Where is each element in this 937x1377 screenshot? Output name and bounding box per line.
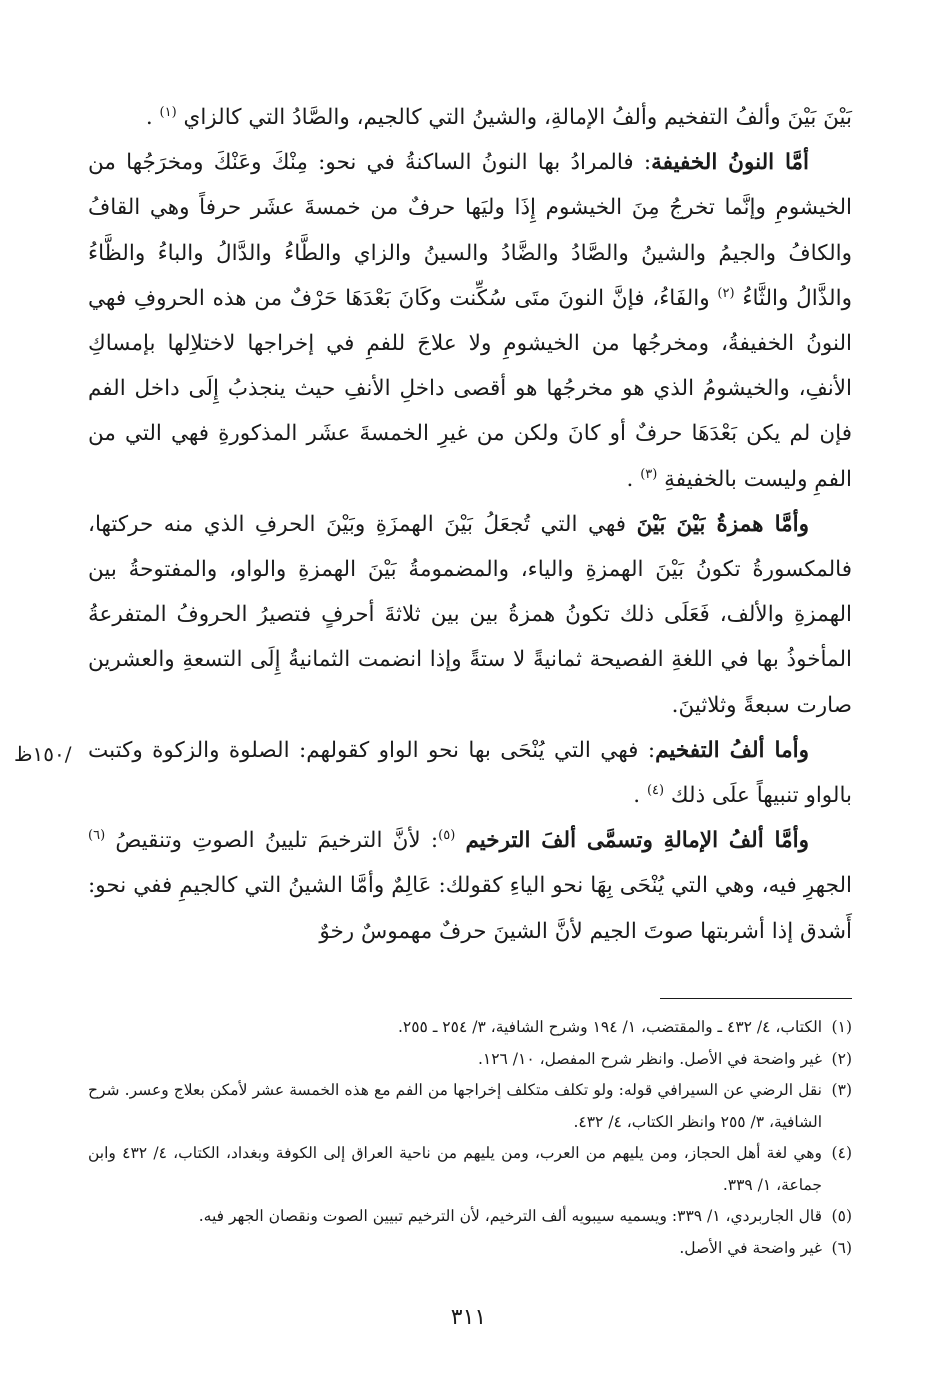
footnote-text: وهي لغة أهل الحجاز، ومن يليهم من العرب، ومن يليهم من ناحية العراق إلى الكوفة وبغداد، الكتاب، ٤/ ٤٣٢ وابن جماعة، ١/ ٣٣٩. <box>88 1144 822 1194</box>
margin-folio-note: /١٥٠ظ <box>14 742 72 766</box>
paragraph-5 <box>88 818 852 954</box>
footnote-divider <box>660 998 852 999</box>
footnote-ref-1: (١) <box>159 104 177 120</box>
footnote-number: (٦) <box>831 1238 852 1257</box>
paragraph-4 <box>88 728 852 818</box>
paragraph-2-heading: أمَّا النونُ الخفيفة <box>651 150 809 176</box>
footnote-text: غير واضحة في الأصل. وانظر شرح المفصل، ١٠/ ١٢٦. <box>477 1049 822 1068</box>
footnote-3 <box>88 1075 852 1138</box>
paragraph-4-text: : فهي التي يُنْحَى بها نحو الواو كقولهم: الصلوة والزكوة وكتبت بالواو تنبيهاً علَى ذلك <box>88 737 852 809</box>
footnote-text: الكتاب، ٤/ ٤٣٢ ـ والمقتضب، ١/ ١٩٤ وشرح الشافية، ٣/ ٢٥٤ ـ ٢٥٥. <box>397 1018 822 1036</box>
paragraph-5-text-a: : لأنَّ الترخيمَ تليينُ الصوتِ وتنقيصُ <box>115 828 439 854</box>
footnote-1 <box>88 1012 852 1044</box>
paragraph-4-heading: وأما ألفُ التفخيم <box>655 737 809 763</box>
paragraph-2 <box>88 140 852 502</box>
paragraph-4-end: . <box>633 783 641 809</box>
footnote-ref-4: (٤) <box>646 782 665 798</box>
footnotes <box>88 1012 852 1264</box>
footnote-number: (٥) <box>831 1207 852 1225</box>
footnote-ref-6: (٦) <box>88 828 106 844</box>
footnote-number: (٣) <box>831 1081 852 1099</box>
page-number: ٣١١ <box>450 1305 487 1330</box>
paragraph-2-end: . <box>626 466 634 492</box>
footnote-ref-2: (٢) <box>717 285 735 301</box>
footnote-ref-5: (٥) <box>438 828 456 844</box>
paragraph-1-end: . <box>145 105 153 130</box>
footnote-5 <box>88 1201 852 1233</box>
paragraph-1 <box>88 95 852 140</box>
paragraph-3-heading: وأمَّا همزةُ بَيْنَ بَيْنَ <box>636 511 809 537</box>
paragraph-5-text-b: الجهرِ فيه، وهي التي يُنْحَى بِهَا نحو الياءِ كقولك: عَالِمٌ وأمَّا الشينُ التي كالجيمِ ففي نحو: أَشدق إذا أشربتها صوتَ الجيم لأنَّ الشينَ حرفٌ مهموسٌ رخوٌ <box>88 873 852 944</box>
paragraph-3-text: فهي التي تُجعَلُ بَيْنَ الهمزَةِ وبَيْنَ الحرفِ الذي منه حركتها، فالمكسورةُ تكونُ بَيْنَ الهمزةِ والياء، والمضمومةُ بَيْنَ الهمزةِ والواو، والمفتوحةُ بين الهمزةِ والألف، فَعَلَى ذلك تكونُ همزةُ بين بين ثلاثةَ أحرفٍ فتصيرُ الحروفُ المتفرعةُ المأخوذُ بها في اللغةِ الفصيحة ثمانيةً لا ستةً وإذا انضمت الثمانيةُ إِلَى التسعةِ والعشرين صارت سبعةً وثلاثينَ. <box>88 511 852 718</box>
footnote-text: نقل الرضي عن السيرافي قوله: ولو تكلف متكلف إخراجها من الفم مع هذه الخمسة عشر لأمكن بعلاج وعسر. شرح الشافية، ٣/ ٢٥٥ وانظر الكتاب، ٤/ ٤٣٢. <box>88 1081 822 1131</box>
paragraph-5-heading: وأمَّا ألفُ الإمالةِ وتسمَّى ألفَ الترخيم <box>465 828 809 854</box>
footnote-text: قال الجاربردي، ١/ ٣٣٩: ويسميه سيبويه ألف الترخيم، لأن الترخيم تبيين الصوت ونقصان الجهر فيه. <box>198 1207 822 1225</box>
footnote-ref-3: (٣) <box>640 466 658 482</box>
paragraph-2-text-b: والفَاءُ، فإنَّ النونَ متَى سُكِّنت وكَانَ بَعْدَهَا حَرْفٌ من هذه الحروفِ فهي النونُ الخفيفةُ، ومخرجُها من الخيشومِ ولا علاجَ للفمِ في إخراجها لاختلاِلها بإمساكِ الأنفِ، والخيشومُ الذي هو مخرجُها هو أقصى داخلِ الأنفِ حيث ينجذبُ إِلَى داخل الفم فإن لم يكن بَعْدَهَا حرفٌ أو كانَ ولكن من غيرِ الخمسةَ عشَر المذكورةِ فهي التي من الفمِ وليست بالخفيفةِ <box>88 285 852 492</box>
footnote-6 <box>88 1233 852 1265</box>
footnote-4 <box>88 1138 852 1201</box>
main-text <box>88 95 852 954</box>
footnote-2 <box>88 1044 852 1076</box>
paragraph-1-text: بَيْنَ بَيْنَ وألفُ التفخيم وألفُ الإمالةِ، والشينُ التي كالجيم، والصَّادُ التي كالزاي <box>183 105 852 130</box>
footnote-number: (٤) <box>831 1144 852 1162</box>
paragraph-3 <box>88 502 852 728</box>
footnote-number: (٢) <box>831 1049 852 1068</box>
footnote-number: (١) <box>831 1018 852 1036</box>
paragraph-2-text-a: : فالمرادُ بها النونُ الساكنةُ في نحو: مِنْكَ وعَنْكَ ومخرَجُها من الخيشومِ وإنَّما تخرجُ مِنَ الخيشوم إِذَا وليَها حرفٌ من خمسةَ عشَر حرفاً وهي القافُ والكافُ والجيمُ والشينُ والصَّادُ والضَّادُ والسينُ والزاي والطَّاءُ والدَّالُ والباءُ والظَّاءُ والذَّالُ والثَّاءُ <box>88 150 852 311</box>
footnote-text: غير واضحة في الأصل. <box>679 1238 822 1257</box>
